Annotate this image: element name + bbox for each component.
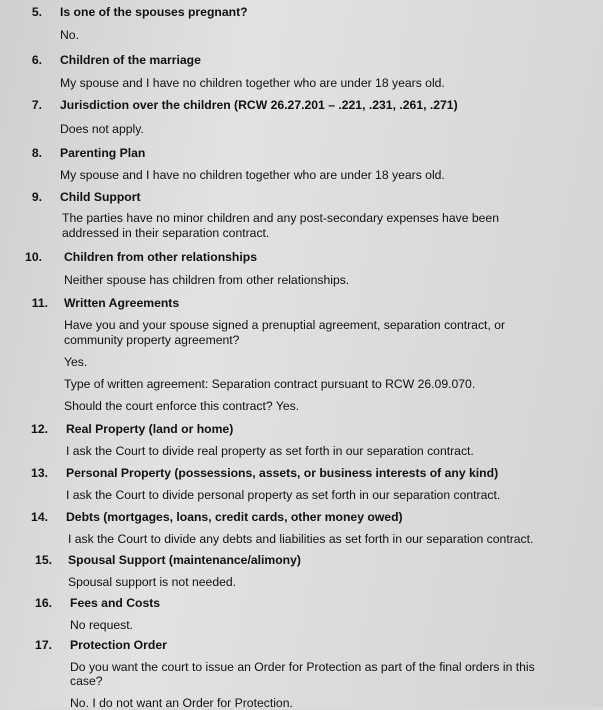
item-number: 14.: [31, 510, 48, 524]
item-number: 15.: [35, 553, 52, 567]
item-text: No. I do not want an Order for Protection.: [70, 696, 293, 710]
item-title: Parenting Plan: [60, 146, 146, 160]
item-title: Personal Property (possessions, assets, or business interests of any kind): [66, 466, 499, 480]
item-text: Have you and your spouse signed a prenuptial agreement, separation contract, or: [64, 318, 506, 332]
item-number: 16.: [35, 596, 52, 610]
item-text: Yes.: [64, 355, 88, 369]
item-text: Do you want the court to issue an Order for Protection as part of the final orders in this: [70, 660, 535, 674]
item-text: I ask the Court to divide any debts and liabilities as set forth in our separation contract.: [68, 532, 534, 546]
item-number: 5.: [31, 5, 42, 19]
item-title: Is one of the spouses pregnant?: [60, 5, 248, 19]
item-title: Fees and Costs: [70, 596, 161, 610]
item-text: Type of written agreement: Separation contract pursuant to RCW 26.09.070.: [64, 377, 476, 391]
item-title: Child Support: [60, 190, 141, 204]
item-title: Jurisdiction over the children (RCW 26.27.201 – .221, .231, .261, .271): [60, 98, 458, 112]
item-number: 12.: [31, 422, 48, 436]
item-title: Spousal Support (maintenance/alimony): [68, 553, 301, 567]
item-title: Debts (mortgages, loans, credit cards, other money owed): [66, 510, 403, 524]
item-title: Children of the marriage: [60, 53, 201, 67]
item-number: 7.: [31, 98, 42, 112]
item-text: My spouse and I have no children together who are under 18 years old.: [60, 76, 445, 90]
item-number: 9.: [31, 190, 42, 204]
item-number: 17.: [35, 638, 52, 652]
item-text: Should the court enforce this contract? Yes.: [64, 399, 300, 413]
item-number: 6.: [31, 53, 42, 67]
item-title: Children from other relationships: [64, 250, 257, 264]
item-text: No request.: [70, 618, 134, 632]
item-text: The parties have no minor children and any post-secondary expenses have been: [62, 211, 499, 225]
item-text: I ask the Court to divide real property as set forth in our separation contract.: [66, 444, 474, 458]
item-text: I ask the Court to divide personal property as set forth in our separation contract.: [66, 488, 501, 502]
item-text: Neither spouse has children from other relationships.: [64, 273, 350, 287]
item-text: My spouse and I have no children together who are under 18 years old.: [60, 168, 445, 182]
item-text: case?: [70, 674, 103, 688]
item-title: Real Property (land or home): [66, 422, 234, 436]
item-text: No.: [60, 28, 79, 42]
item-number: 10.: [25, 250, 42, 264]
item-number: 8.: [31, 146, 42, 160]
item-number: 13.: [31, 466, 48, 480]
item-number: 11.: [31, 296, 48, 310]
item-text: Spousal support is not needed.: [68, 575, 237, 589]
item-title: Written Agreements: [64, 296, 180, 310]
item-text: addressed in their separation contract.: [62, 226, 270, 240]
item-text: community property agreement?: [64, 333, 240, 347]
item-text: Does not apply.: [60, 122, 144, 136]
item-title: Protection Order: [70, 638, 167, 652]
